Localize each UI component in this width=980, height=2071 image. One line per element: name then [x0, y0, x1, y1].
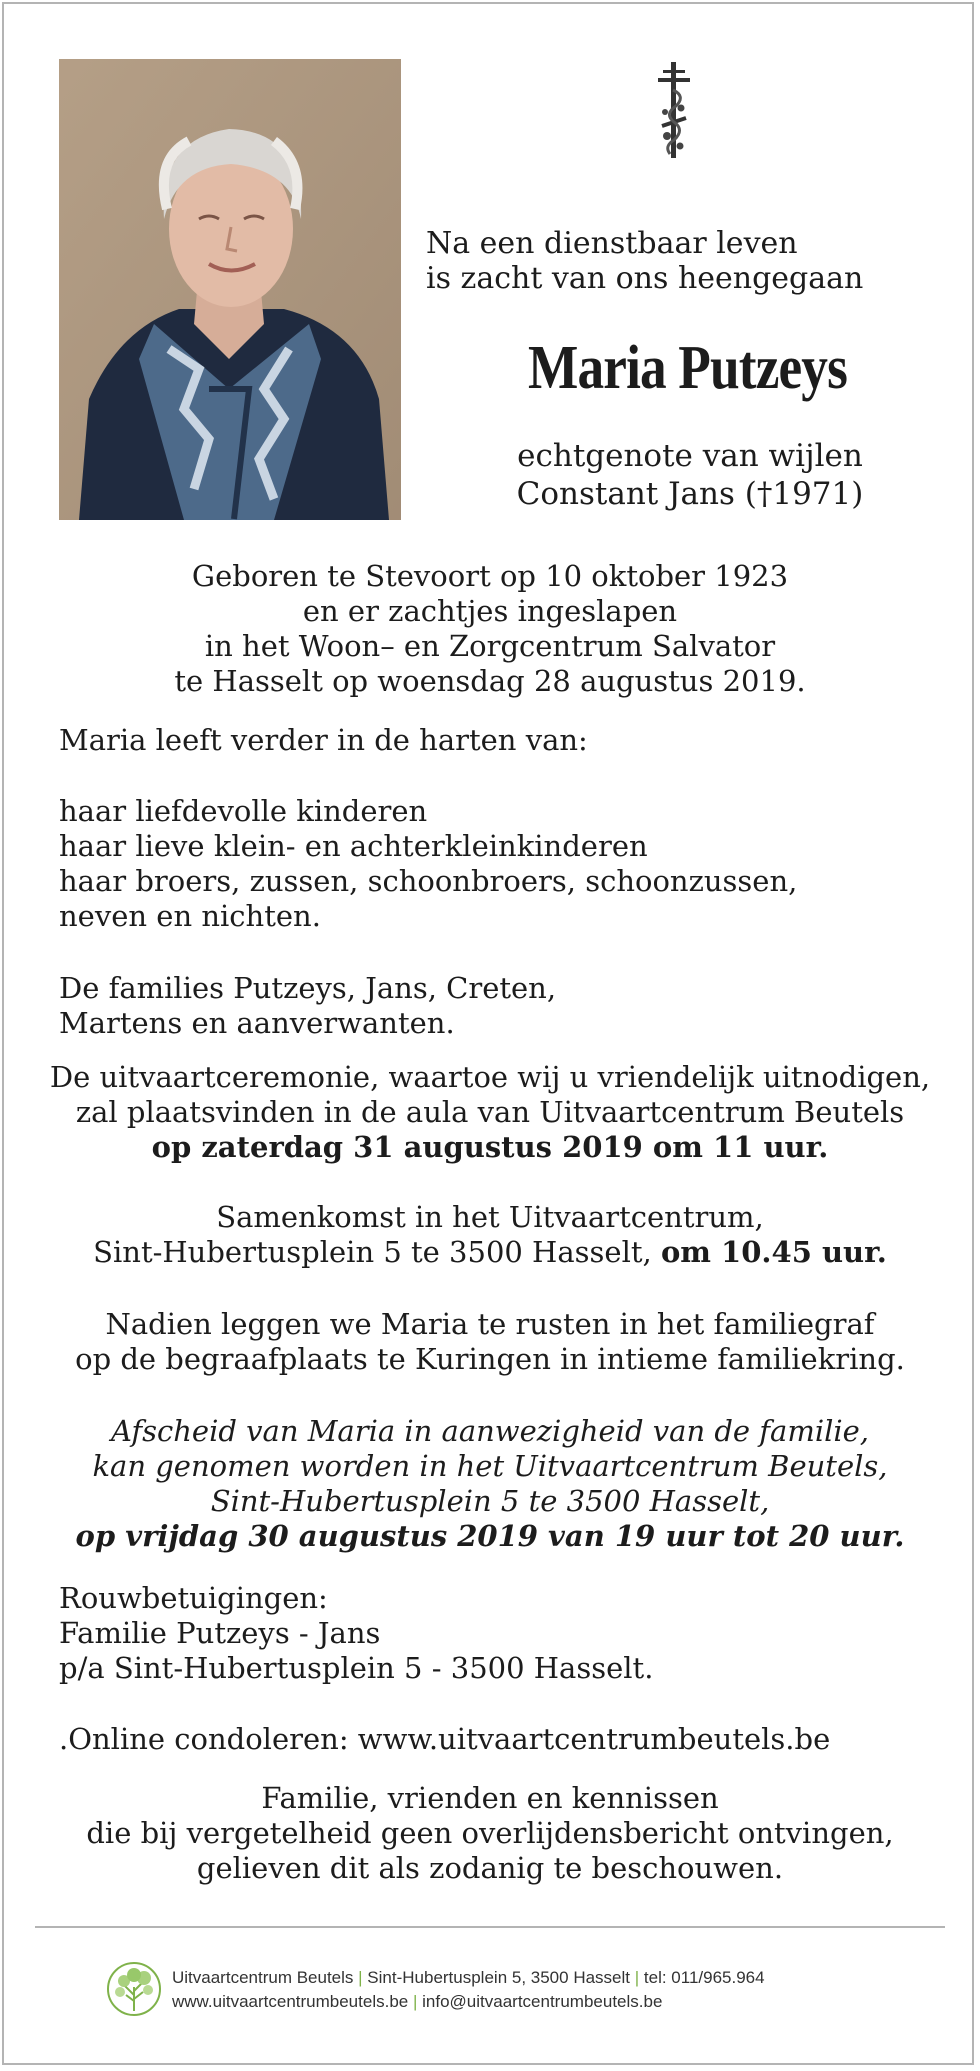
- spouse-text: [440, 437, 940, 513]
- ceremony-text: [30, 1060, 950, 1165]
- lives-on-heading: Maria leeft verder in de harten van:: [59, 723, 588, 757]
- intro-line: is zacht van ons heengegaan: [426, 261, 864, 296]
- gathering-address: Sint-Hubertusplein 5 te 3500 Hasselt,: [93, 1235, 652, 1269]
- farewell-date: op vrijdag 30 augustus 2019 van 19 uur tot 20 uur.: [75, 1519, 905, 1553]
- gathering-time: om 10.45 uur.: [660, 1235, 887, 1269]
- birth-line: Geboren te Stevoort op 10 oktober 1923: [191, 559, 789, 593]
- families-line: Martens en aanverwanten.: [59, 1006, 455, 1040]
- notice-line: gelieven dit als zodanig te beschouwen.: [196, 1851, 784, 1885]
- portrait-photo: [59, 59, 401, 520]
- birth-line: te Hasselt op woensdag 28 augustus 2019.: [174, 664, 806, 698]
- condolences-text: [59, 1581, 653, 1686]
- orthodox-cross-icon: [652, 60, 696, 160]
- families-line: De families Putzeys, Jans, Creten,: [59, 971, 557, 1005]
- notice-text: [30, 1781, 950, 1886]
- farewell-line: Sint-Hubertusplein 5 te 3500 Hasselt,: [210, 1484, 770, 1518]
- deceased-name: Maria Putzeys: [527, 334, 848, 402]
- gathering-line: Samenkomst in het Uitvaartcentrum,: [216, 1200, 764, 1234]
- birth-line: en er zachtjes ingeslapen: [302, 594, 678, 628]
- tree-logo-icon: [106, 1961, 162, 2017]
- birth-line: in het Woon– en Zorgcentrum Salvator: [204, 629, 776, 663]
- gathering-line: [30, 1235, 950, 1270]
- footer-email-link[interactable]: info@uitvaartcentrumbeutels.be: [422, 1992, 663, 2011]
- footer-address: Sint-Hubertusplein 5, 3500 Hasselt: [367, 1968, 630, 1987]
- burial-line: Nadien leggen we Maria te rusten in het familiegraf: [105, 1307, 875, 1341]
- burial-text: [30, 1307, 950, 1377]
- footer-separator: |: [412, 1992, 418, 2011]
- gathering-text: [30, 1200, 950, 1270]
- footer-line-1: [172, 1967, 765, 1989]
- footer-company: Uitvaartcentrum Beutels: [172, 1968, 354, 1987]
- notice-line: die bij vergetelheid geen overlijdensbericht ontvingen,: [86, 1816, 894, 1850]
- ceremony-line: De uitvaartceremonie, waartoe wij u vriendelijk uitnodigen,: [49, 1060, 931, 1094]
- relatives-list: [59, 794, 797, 934]
- burial-line: op de begraafplaats te Kuringen in intieme familiekring.: [75, 1342, 905, 1376]
- footer-separator: |: [358, 1968, 363, 1987]
- relatives-line: haar liefdevolle kinderen: [59, 794, 428, 828]
- condolences-line: p/a Sint-Hubertusplein 5 - 3500 Hasselt.: [59, 1651, 654, 1685]
- ceremony-date: op zaterdag 31 augustus 2019 om 11 uur.: [151, 1130, 829, 1164]
- spouse-line: Constant Jans (†1971): [516, 476, 864, 512]
- footer-phone[interactable]: tel: 011/965.964: [643, 1968, 765, 1987]
- condolences-line: Familie Putzeys - Jans: [59, 1616, 381, 1650]
- families-text: [59, 971, 556, 1041]
- relatives-line: haar broers, zussen, schoonbroers, schoonzussen,: [59, 864, 798, 898]
- intro-text: [426, 226, 863, 296]
- farewell-line: kan genomen worden in het Uitvaartcentrum Beutels,: [92, 1449, 888, 1483]
- farewell-text: [30, 1414, 950, 1554]
- notice-line: Familie, vrienden en kennissen: [261, 1781, 719, 1815]
- ceremony-line: zal plaatsvinden in de aula van Uitvaartcentrum Beutels: [75, 1095, 905, 1129]
- footer-divider: [35, 1926, 945, 1928]
- footer-separator: |: [634, 1968, 640, 1987]
- relatives-line: haar lieve klein- en achterkleinkinderen: [59, 829, 648, 863]
- farewell-line: Afscheid van Maria in aanwezigheid van de familie,: [110, 1414, 870, 1448]
- relatives-line: neven en nichten.: [59, 899, 321, 933]
- birth-death-text: [30, 559, 950, 699]
- condolences-line: Rouwbetuigingen:: [59, 1581, 328, 1615]
- footer-website-link[interactable]: www.uitvaartcentrumbeutels.be: [172, 1992, 409, 2011]
- spouse-line: echtgenote van wijlen: [517, 438, 863, 474]
- footer-line-2: [172, 1991, 662, 2013]
- intro-line: Na een dienstbaar leven: [426, 226, 798, 261]
- online-condolences-link[interactable]: .Online condoleren: www.uitvaartcentrumbeutels.be: [59, 1722, 831, 1756]
